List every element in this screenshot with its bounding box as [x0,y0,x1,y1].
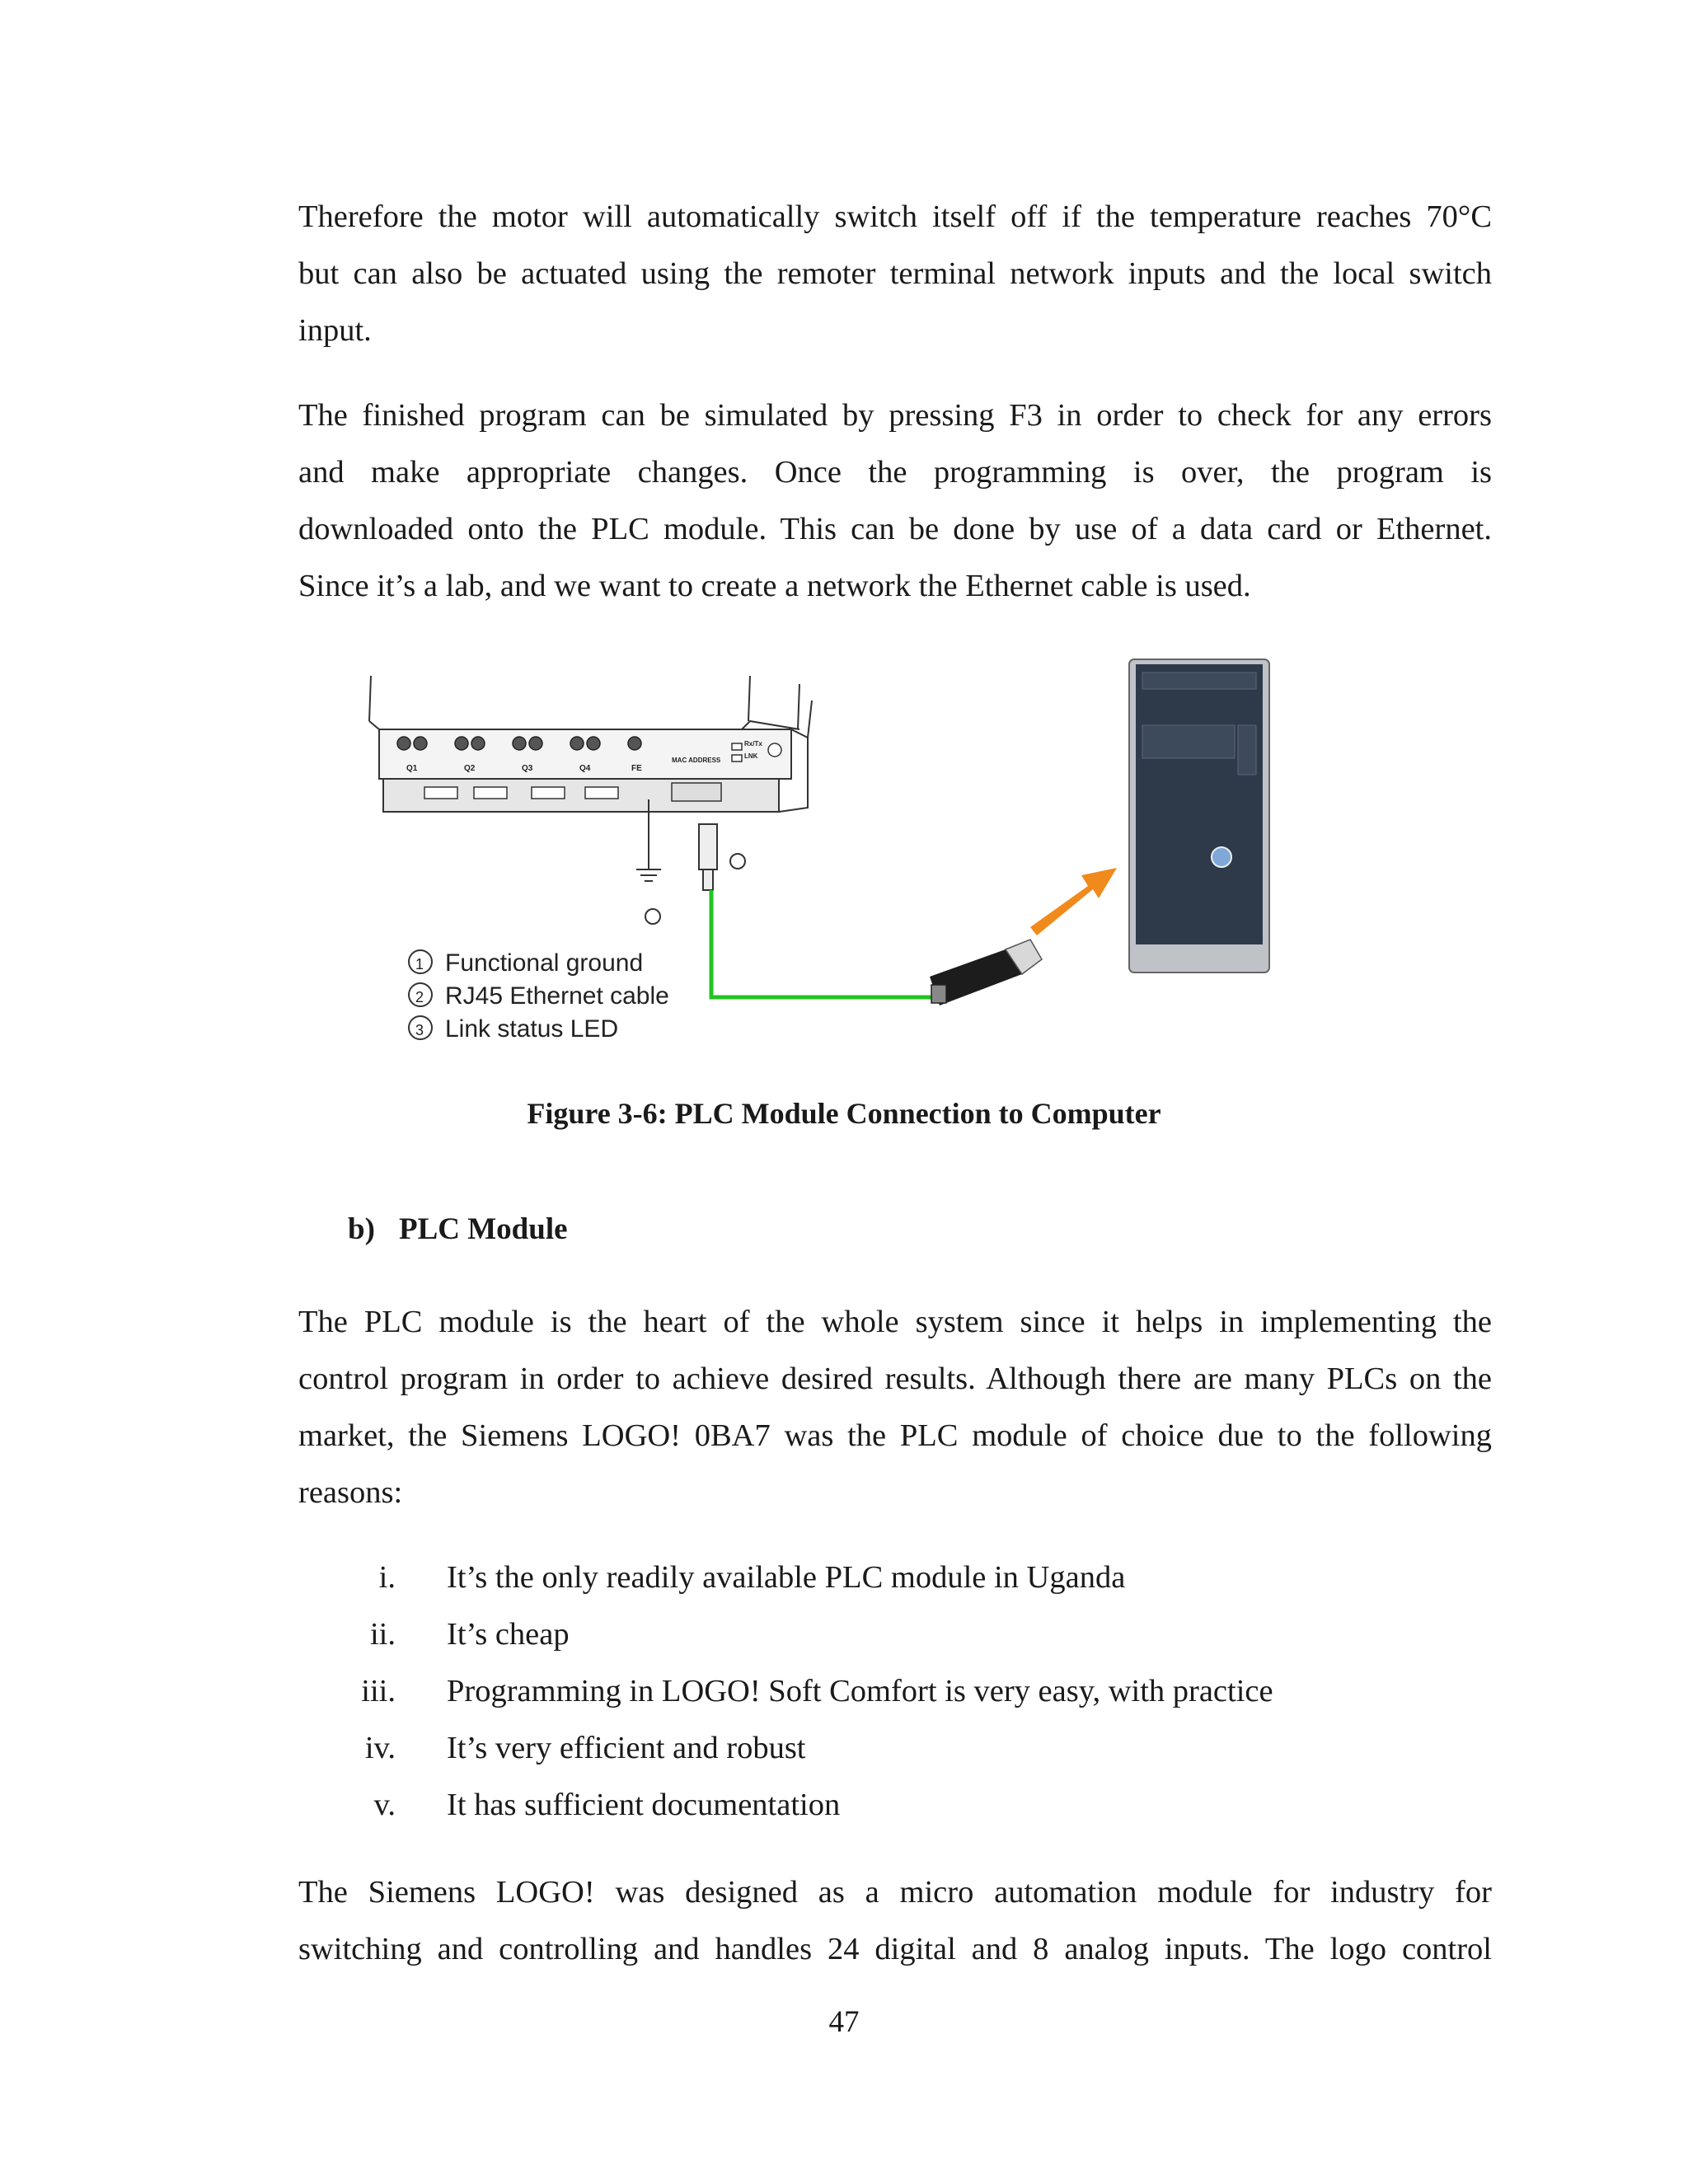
text-line: The finished program can be simulated by pressing F3 in order to check for any errors [298,398,1492,433]
text-line: The PLC module is the heart of the whole system since it helps in implementing the [298,1305,1492,1339]
ethernet-cable [711,890,931,997]
list-item [298,1720,1492,1777]
text-line: The Siemens LOGO! was designed as a micro automation module for industry for [298,1875,1492,1910]
list-text: It’s very efficient and robust [447,1731,806,1765]
paragraph-motor-switch [298,189,1492,359]
list-numeral: v. [373,1788,396,1822]
callout-3-marker [768,743,781,757]
functional-ground-symbol [636,799,661,924]
section-title: PLC Module [399,1212,568,1246]
list-item [298,1663,1492,1720]
text-line: downloaded onto the PLC module. This can be done by use of a data card or Ethernet. [298,512,1492,546]
figure-legend [409,949,669,1043]
section-heading [348,1212,568,1247]
label-q4: Q4 [579,764,591,773]
paragraph-plc-module [298,1294,1492,1521]
list-text: It’s the only readily available PLC module in Uganda [447,1560,1126,1595]
label-fe: FE [631,764,642,773]
text-line: Therefore the motor will automatically switch itself off if the temperature reaches 70°C [298,199,1492,234]
list-numeral: ii. [369,1617,396,1652]
legend-label: Functional ground [445,949,644,977]
section-number: b) [348,1212,375,1246]
page-number: 47 [828,2005,860,2039]
list-numeral: i. [378,1560,396,1595]
label-rxtx: Rx/Tx [744,740,762,748]
legend-label: RJ45 Ethernet cable [445,982,669,1010]
paragraph-program-download [298,387,1492,615]
reasons-list [298,1549,1492,1834]
list-text: Programming in LOGO! Soft Comfort is very easy, with practice [447,1674,1273,1708]
label-q2: Q2 [464,764,476,773]
computer-tower [1129,659,1269,972]
transfer-arrow [1030,868,1117,935]
label-q1: Q1 [406,764,418,773]
plc-connection-figure [354,651,1426,1063]
text-line: reasons: [298,1475,403,1510]
paragraph-siemens-logo [298,1864,1492,1978]
list-item [298,1549,1492,1606]
list-text: It’s cheap [447,1617,570,1652]
text-line: Since it’s a lab, and we want to create a network the Ethernet cable is used. [298,569,1251,603]
text-line: input. [298,313,372,348]
text-line: and make appropriate changes. Once the programming is over, the program is [298,455,1492,490]
list-item [298,1777,1492,1834]
power-button-icon [1212,847,1231,867]
label-mac-address: MAC ADDRESS [672,757,721,764]
label-q3: Q3 [522,764,533,773]
label-lnk: LNK [744,752,758,760]
legend-label: Link status LED [445,1015,619,1043]
text-line: market, the Siemens LOGO! 0BA7 was the PLC module of choice due to the following [298,1418,1492,1453]
list-numeral: iii. [361,1674,396,1708]
figure-caption: Figure 3-6: PLC Module Connection to Computer [527,1097,1161,1130]
list-item [298,1606,1492,1663]
usb-ethernet-adapter [930,940,1042,1005]
legend-number: 3 [415,1022,424,1038]
rj45-plug [699,824,745,890]
list-text: It has sufficient documentation [447,1788,841,1822]
text-line: but can also be actuated using the remoter terminal network inputs and the local switch [298,256,1492,291]
legend-number: 2 [415,989,424,1005]
text-line: control program in order to achieve desired results. Although there are many PLCs on the [298,1361,1492,1396]
legend-number: 1 [415,956,424,972]
text-line: switching and controlling and handles 24 digital and 8 analog inputs. The logo control [298,1932,1492,1966]
list-numeral: iv. [364,1731,396,1765]
